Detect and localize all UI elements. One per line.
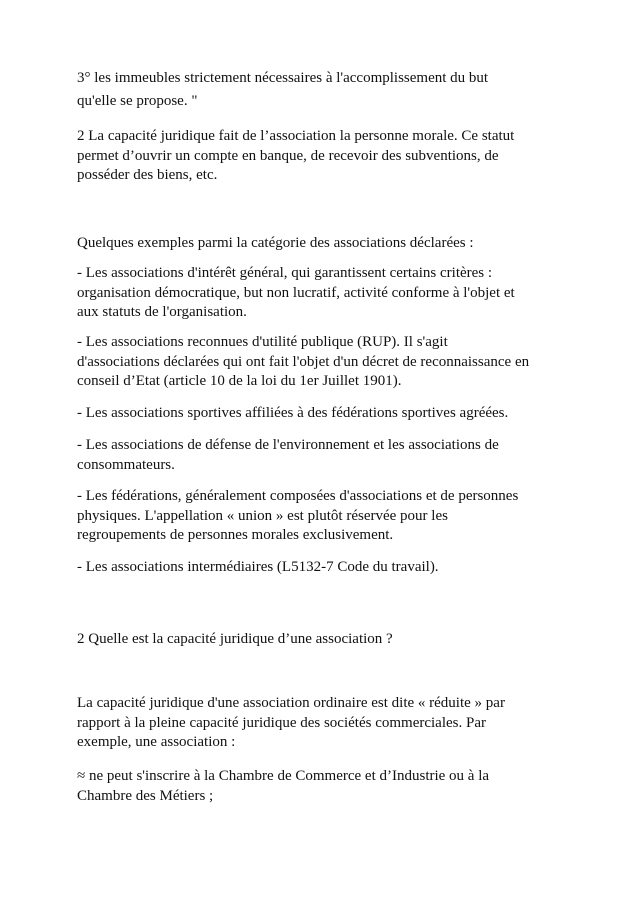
list-item-interet-general bbox=[77, 264, 617, 323]
text-line: physiques. L'appellation « union » est plutôt réservée pour les bbox=[77, 507, 448, 524]
text-line: consommateurs. bbox=[77, 456, 175, 473]
paragraph-exemples-intro bbox=[77, 234, 617, 254]
text-line: - Les associations sportives affiliées à des fédérations sportives agréées. bbox=[77, 405, 509, 421]
paragraph-immeubles bbox=[77, 67, 617, 113]
text-line: rapport à la pleine capacité juridique des sociétés commerciales. Par bbox=[77, 714, 486, 731]
text-line: 2 La capacité juridique fait de l’association la personne morale. Ce statut bbox=[77, 128, 515, 144]
text-line: conseil d’Etat (article 10 de la loi du 1er Juillet 1901). bbox=[77, 373, 402, 390]
text-line: posséder des biens, etc. bbox=[77, 167, 218, 184]
list-item-chambre bbox=[77, 767, 617, 806]
text-line: qu'elle se propose. " bbox=[77, 93, 198, 109]
text-line: permet d’ouvrir un compte en banque, de recevoir des subventions, de bbox=[77, 147, 499, 164]
text-line: - Les associations reconnues d'utilité publique (RUP). Il s'agit bbox=[77, 334, 448, 350]
list-item-sportives bbox=[77, 404, 617, 424]
text-line: - Les associations intermédiaires (L5132-7 Code du travail). bbox=[77, 559, 439, 575]
text-line: - Les associations d'intérêt général, qui garantissent certains critères : bbox=[77, 265, 493, 281]
text-line: 3° les immeubles strictement nécessaires à l'accomplissement du but bbox=[77, 70, 489, 86]
text-line: 2 Quelle est la capacité juridique d’une association ? bbox=[77, 631, 393, 647]
text-line: - Les fédérations, généralement composées d'associations et de personnes bbox=[77, 488, 519, 504]
text-line: regroupements de personnes morales exclusivement. bbox=[77, 527, 394, 544]
list-item-environnement bbox=[77, 436, 617, 475]
text-line: Chambre des Métiers ; bbox=[77, 787, 214, 804]
text-line: La capacité juridique d'une association ordinaire est dite « réduite » par bbox=[77, 695, 505, 711]
section-heading bbox=[77, 630, 617, 650]
paragraph-capacite-juridique bbox=[77, 127, 617, 186]
text-line: ≈ ne peut s'inscrire à la Chambre de Commerce et d’Industrie ou à la bbox=[77, 768, 490, 784]
list-item-utilite-publique bbox=[77, 333, 617, 392]
paragraph-capacite-reduite bbox=[77, 694, 617, 753]
text-line: - Les associations de défense de l'environnement et les associations de bbox=[77, 437, 499, 453]
text-line: aux statuts de l'organisation. bbox=[77, 304, 247, 321]
text-line: d'associations déclarées qui ont fait l'objet d'un décret de reconnaissance en bbox=[77, 353, 530, 370]
text-line: Quelques exemples parmi la catégorie des associations déclarées : bbox=[77, 235, 474, 251]
list-item-federations bbox=[77, 487, 617, 546]
text-line: organisation démocratique, but non lucratif, activité conforme à l'objet et bbox=[77, 284, 515, 301]
text-line: exemple, une association : bbox=[77, 734, 236, 751]
list-item-intermediaires bbox=[77, 558, 617, 578]
